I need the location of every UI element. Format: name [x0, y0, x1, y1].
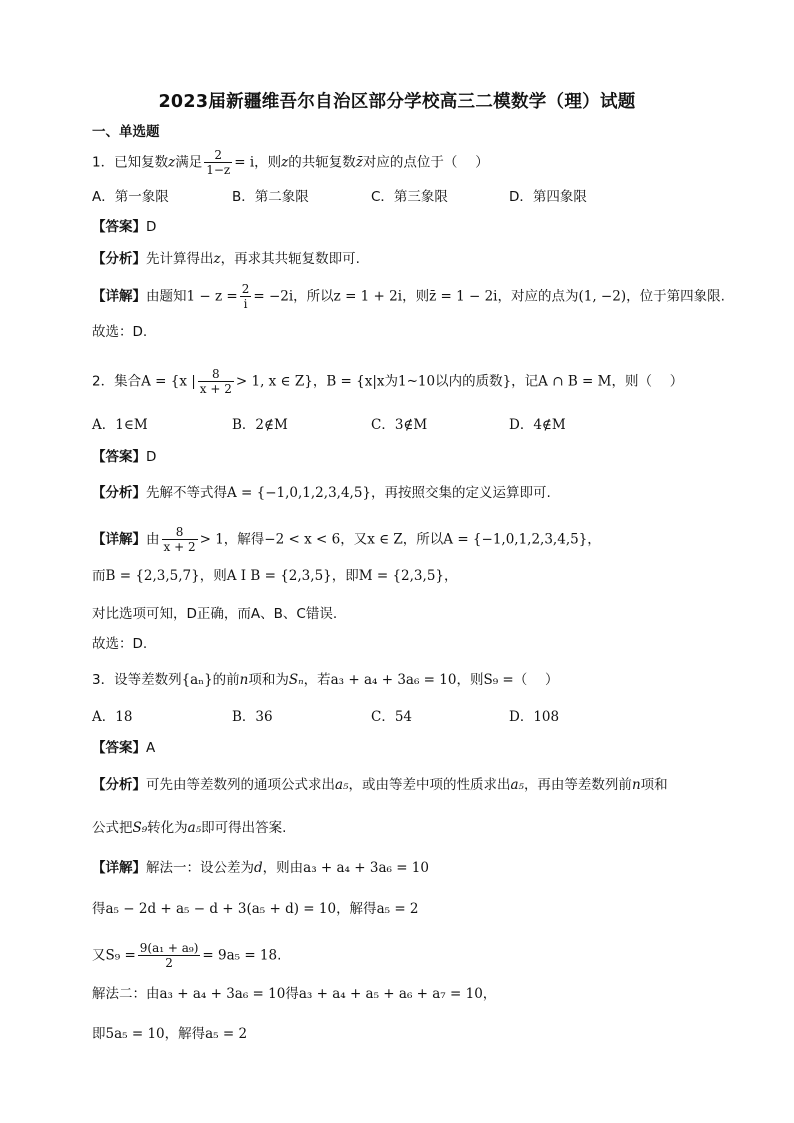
q1-option-d: D．第四象限: [509, 189, 587, 205]
q2-option-b: B．2∉M: [232, 417, 288, 433]
section-heading: 一、单选题: [92, 124, 160, 140]
q2-option-a: A．1∈M: [92, 417, 148, 433]
q1-option-a: A．第一象限: [92, 189, 169, 205]
question-1-stem: 1．已知复数z满足 $\frac{2}{1-z}$ = i，则z的共轭复数z̄对应的点位于（ ）: [92, 148, 489, 177]
q2-detail-line3: 对比选项可知，D正确，而A、B、C错误.: [92, 606, 338, 622]
q3-option-c: C．54: [371, 709, 413, 725]
q2-answer: 【答案】D: [92, 449, 157, 465]
q3-detail: 【详解】解法一：设公差为d，则由a₃ + a₄ + 3a₆ = 10: [92, 860, 429, 876]
q1-conclusion: 故选：D.: [92, 324, 148, 340]
q1-detail: 【详解】由题知1 − z = $\frac{2}{i}$ = −2i，所以z = 1 + 2i，则z̄ = 1 − 2i，对应的点为(1, −2)，位于第四象限.: [92, 282, 725, 311]
q2-option-c: C．3∉M: [371, 417, 428, 433]
q2-detail-line2: 而B = {2,3,5,7}，则A I B = {2,3,5}，即M = {2,3,5}，: [92, 568, 458, 584]
q1-answer: 【答案】D: [92, 219, 157, 235]
q1-option-c: C．第三象限: [371, 189, 448, 205]
q2-conclusion: 故选：D.: [92, 636, 148, 652]
q2-detail: 【详解】由 $\frac{8}{x + 2}$ > 1，解得−2 < x < 6，又x ∈ Z，所以A = {−1,0,1,2,3,4,5}，: [92, 525, 601, 554]
q1-analysis: 【分析】先计算得出z，再求其共轭复数即可.: [92, 251, 360, 267]
q3-option-a: A．18: [92, 709, 133, 725]
fraction: $\frac{2}{1-z}$: [206, 148, 231, 177]
q3-analysis-line2: 公式把S₉转化为a₅即可得出答案.: [92, 820, 287, 836]
q3-analysis: 【分析】可先由等差数列的通项公式求出a₅，或由等差中项的性质求出a₅，再由等差数列前n项和: [92, 777, 668, 793]
q3-detail-line2: 得a₅ − 2d + a₅ − d + 3(a₅ + d) = 10，解得a₅ = 2: [92, 901, 419, 917]
q3-option-d: D．108: [509, 709, 560, 725]
q1-option-b: B．第二象限: [232, 189, 309, 205]
page-title: 2023届新疆维吾尔自治区部分学校高三二模数学（理）试题: [158, 92, 636, 112]
q2-option-d: D．4∉M: [509, 417, 566, 433]
q3-answer: 【答案】A: [92, 740, 156, 756]
question-3-stem: 3．设等差数列{aₙ}的前n项和为Sₙ，若a₃ + a₄ + 3a₆ = 10，则S₉ =（ ）: [92, 672, 559, 688]
q3-detail-line4: 解法二：由a₃ + a₄ + 3a₆ = 10得a₃ + a₄ + a₅ + a₆ + a₇ = 10，: [92, 986, 497, 1002]
question-2-stem: 2．集合A = {x | $\frac{8}{x + 2}$ > 1, x ∈ Z}，B = {x|x为1~10以内的质数}，记A ∩ B = M，则（ ）: [92, 367, 684, 396]
q3-option-b: B．36: [232, 709, 273, 725]
q3-detail-line5: 即5a₅ = 10，解得a₅ = 2: [92, 1026, 248, 1042]
q3-detail-line3: 又S₉ = $\frac{\text{9(a₁ + a₉)}}{2}$ = 9a₅ = 18.: [92, 941, 282, 970]
q2-analysis: 【分析】先解不等式得A = {−1,0,1,2,3,4,5}，再按照交集的定义运算即可.: [92, 485, 551, 501]
